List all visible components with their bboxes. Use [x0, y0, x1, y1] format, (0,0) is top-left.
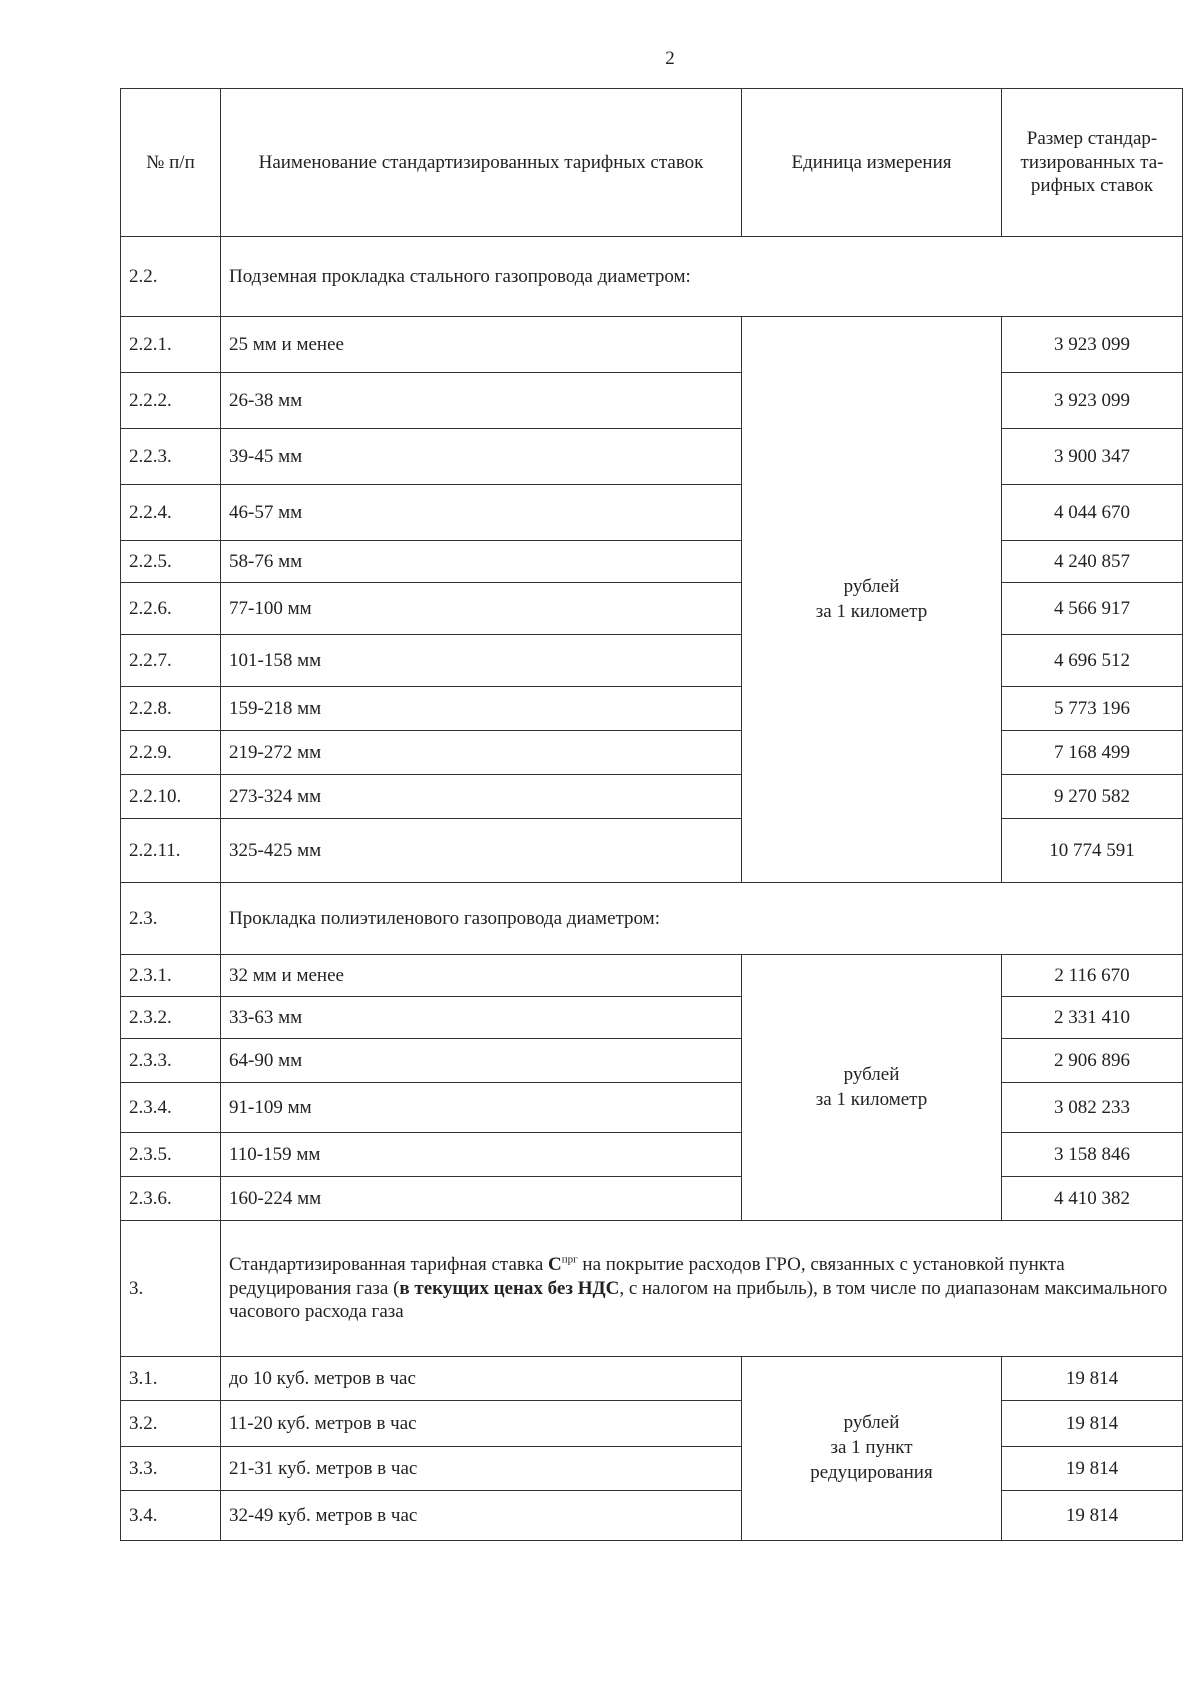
- unit-line: за 1 километр: [815, 600, 928, 622]
- row-num: 2.2.4.: [121, 485, 221, 541]
- description-text: , с налогом на прибыль), в том числе по диапазонам максимального часового расхода газа: [229, 1277, 1168, 1323]
- row-name: 91-109 мм: [221, 1083, 742, 1133]
- page-number: 2: [665, 48, 675, 69]
- row-num: 2.2.3.: [121, 429, 221, 485]
- row-value: 3 082 233: [1002, 1083, 1183, 1133]
- row-value: 4 240 857: [1002, 541, 1183, 583]
- section-description: [221, 1221, 1183, 1357]
- table-row: [121, 1401, 1183, 1447]
- header-value: Размер стандар- тизированных та- рифных ставок: [1002, 89, 1183, 237]
- table-row: [121, 819, 1183, 883]
- row-value: 10 774 591: [1002, 819, 1183, 883]
- description-bold: в текущих ценах без НДС: [399, 1277, 620, 1299]
- table-row: [121, 997, 1183, 1039]
- row-name: 26-38 мм: [221, 373, 742, 429]
- row-name: 101-158 мм: [221, 635, 742, 687]
- row-value: 3 923 099: [1002, 317, 1183, 373]
- row-value: 19 814: [1002, 1447, 1183, 1491]
- row-name: 46-57 мм: [221, 485, 742, 541]
- row-value: 19 814: [1002, 1491, 1183, 1541]
- row-value: 4 410 382: [1002, 1177, 1183, 1221]
- row-num: 2.3.2.: [121, 997, 221, 1039]
- table-row: [121, 635, 1183, 687]
- row-num: 2.3.4.: [121, 1083, 221, 1133]
- table-row: [121, 955, 1183, 997]
- row-name: 159-218 мм: [221, 687, 742, 731]
- section-num: 2.3.: [121, 883, 221, 955]
- table-row: [121, 373, 1183, 429]
- rate-symbol: С: [548, 1253, 562, 1275]
- row-num: 2.2.11.: [121, 819, 221, 883]
- row-num: 2.2.6.: [121, 583, 221, 635]
- row-value: 2 116 670: [1002, 955, 1183, 997]
- table-row: [121, 541, 1183, 583]
- row-name: 273-324 мм: [221, 775, 742, 819]
- row-name: 32 мм и менее: [221, 955, 742, 997]
- table-row: [121, 1133, 1183, 1177]
- unit-line: рублей: [843, 1412, 900, 1434]
- unit-cell: [742, 317, 1002, 883]
- row-name: 64-90 мм: [221, 1039, 742, 1083]
- row-name: 110-159 мм: [221, 1133, 742, 1177]
- row-name: 77-100 мм: [221, 583, 742, 635]
- section-row-2-3: [121, 883, 1183, 955]
- unit-line: за 1 пункт: [830, 1437, 913, 1459]
- section-row-2-2: [121, 237, 1183, 317]
- row-value: 4 044 670: [1002, 485, 1183, 541]
- section-num: 3.: [121, 1221, 221, 1357]
- row-num: 2.2.9.: [121, 731, 221, 775]
- row-num: 3.1.: [121, 1357, 221, 1401]
- row-name: до 10 куб. метров в час: [221, 1357, 742, 1401]
- unit-line: рублей: [843, 575, 900, 597]
- unit-line: редуцирования: [810, 1461, 933, 1483]
- row-num: 2.3.6.: [121, 1177, 221, 1221]
- row-value: 5 773 196: [1002, 687, 1183, 731]
- table-row: [121, 687, 1183, 731]
- row-num: 3.4.: [121, 1491, 221, 1541]
- row-value: 19 814: [1002, 1401, 1183, 1447]
- row-name: 58-76 мм: [221, 541, 742, 583]
- description-text: Стандартизированная тарифная ставка: [229, 1253, 549, 1275]
- row-name: 21-31 куб. метров в час: [221, 1447, 742, 1491]
- row-value: 7 168 499: [1002, 731, 1183, 775]
- table-row: [121, 317, 1183, 373]
- row-name: 325-425 мм: [221, 819, 742, 883]
- row-num: 3.2.: [121, 1401, 221, 1447]
- table-row: [121, 485, 1183, 541]
- table-row: [121, 1357, 1183, 1401]
- row-num: 2.3.5.: [121, 1133, 221, 1177]
- row-value: 2 906 896: [1002, 1039, 1183, 1083]
- section-row-3: [121, 1221, 1183, 1357]
- row-name: 219-272 мм: [221, 731, 742, 775]
- row-value: 3 158 846: [1002, 1133, 1183, 1177]
- unit-cell: [742, 1357, 1002, 1541]
- row-name: 25 мм и менее: [221, 317, 742, 373]
- unit-line: за 1 километр: [815, 1088, 928, 1110]
- row-num: 2.2.8.: [121, 687, 221, 731]
- table-row: [121, 731, 1183, 775]
- unit-cell: [742, 955, 1002, 1221]
- unit-line: рублей: [843, 1063, 900, 1085]
- row-num: 2.3.3.: [121, 1039, 221, 1083]
- row-num: 2.2.1.: [121, 317, 221, 373]
- section-title: Прокладка полиэтиленового газопровода диаметром:: [221, 883, 1183, 955]
- row-value: 3 900 347: [1002, 429, 1183, 485]
- table-row: [121, 583, 1183, 635]
- row-value: 9 270 582: [1002, 775, 1183, 819]
- header-name: Наименование стандартизированных тарифных ставок: [221, 89, 742, 237]
- description-text: на покрытие расходов ГРО, связанных с установкой пункта редуцирования газа (: [229, 1253, 1065, 1299]
- row-value: 4 696 512: [1002, 635, 1183, 687]
- header-num: № п/п: [121, 89, 221, 237]
- row-value: 19 814: [1002, 1357, 1183, 1401]
- table-row: [121, 1177, 1183, 1221]
- row-name: 160-224 мм: [221, 1177, 742, 1221]
- tariff-table: [120, 88, 1183, 1541]
- row-num: 2.2.5.: [121, 541, 221, 583]
- row-value: 2 331 410: [1002, 997, 1183, 1039]
- row-name: 11-20 куб. метров в час: [221, 1401, 742, 1447]
- row-value: 4 566 917: [1002, 583, 1183, 635]
- row-num: 2.2.10.: [121, 775, 221, 819]
- table-row: [121, 429, 1183, 485]
- row-name: 32-49 куб. метров в час: [221, 1491, 742, 1541]
- row-name: 39-45 мм: [221, 429, 742, 485]
- header-unit: Единица измерения: [742, 89, 1002, 237]
- row-num: 2.3.1.: [121, 955, 221, 997]
- table-header-row: [121, 89, 1183, 237]
- section-num: 2.2.: [121, 237, 221, 317]
- table-row: [121, 1083, 1183, 1133]
- row-value: 3 923 099: [1002, 373, 1183, 429]
- row-name: 33-63 мм: [221, 997, 742, 1039]
- section-title: Подземная прокладка стального газопровода диаметром:: [221, 237, 1183, 317]
- table-row: [121, 1447, 1183, 1491]
- row-num: 2.2.2.: [121, 373, 221, 429]
- row-num: 3.3.: [121, 1447, 221, 1491]
- table-row: [121, 1491, 1183, 1541]
- row-num: 2.2.7.: [121, 635, 221, 687]
- rate-symbol-superscript: прг: [561, 1253, 578, 1266]
- table-row: [121, 1039, 1183, 1083]
- table-row: [121, 775, 1183, 819]
